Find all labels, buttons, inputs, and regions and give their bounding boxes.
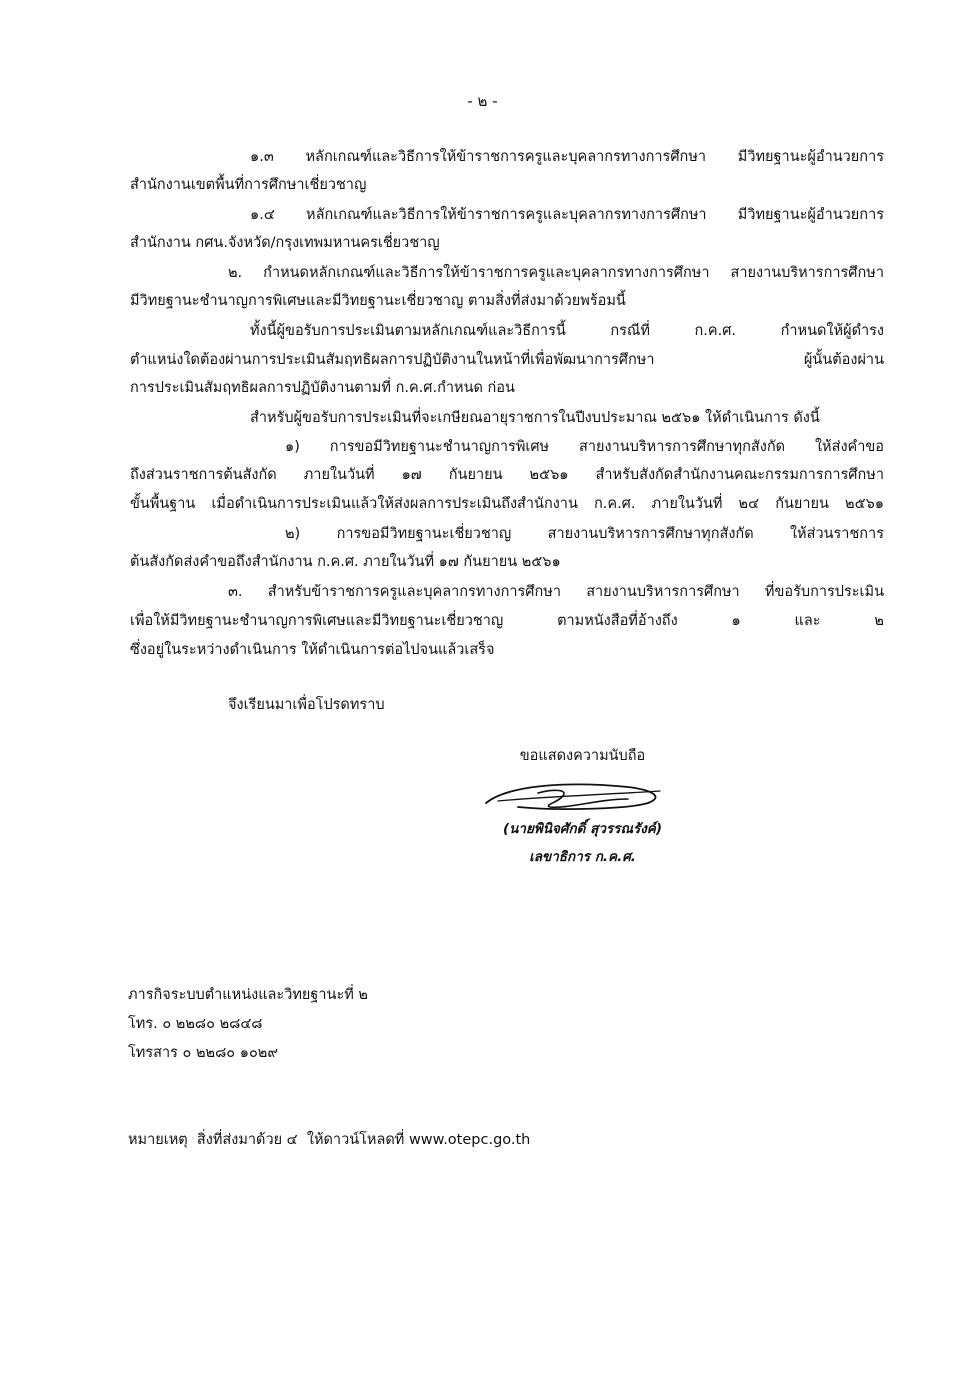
handwritten-signature	[478, 777, 668, 819]
item-1-4-line-1: ๑.๔ หลักเกณฑ์และวิธีการให้ข้าราชการครูและบุคลากรทางการศึกษา มีวิทยฐานะผู้อำนวยการ	[250, 207, 884, 223]
signatory-name: (นายพินิจศักดิ์ สุวรรณรังค์)	[502, 821, 663, 837]
retire-line-1: สำหรับผู้ขอรับการประเมินที่จะเกษียณอายุราชการในปีงบประมาณ ๒๕๖๑ ให้ดำเนินการ ดังนี้	[250, 410, 820, 426]
item-3-line-1: ๓. สำหรับข้าราชการครูและบุคลากรทางการศึกษา สายงานบริหารการศึกษา ที่ขอรับการประเมิน	[228, 584, 884, 600]
item-3-line-2: เพื่อให้มีวิทยฐานะชำนาญการพิเศษและมีวิทยฐานะเชี่ยวชาญ ตามหนังสือที่อ้างถึง ๑ และ ๒	[130, 613, 884, 629]
condition-line-1: ทั้งนี้ผู้ขอรับการประเมินตามหลักเกณฑ์และวิธีการนี้ กรณีที่ ก.ค.ศ. กำหนดให้ผู้ดำรง	[250, 323, 884, 339]
footer-fax: โทรสาร ๐ ๒๒๘๐ ๑๐๒๙	[128, 1045, 278, 1061]
item-1-3-line-1: ๑.๓ หลักเกณฑ์และวิธีการให้ข้าราชการครูและบุคลากรทางการศึกษา มีวิทยฐานะผู้อำนวยการ	[250, 149, 884, 165]
page-number: - ๒ -	[467, 92, 498, 110]
footer-department: ภารกิจระบบตำแหน่งและวิทยฐานะที่ ๒	[128, 987, 368, 1003]
sub-1-line-2: ถึงส่วนราชการต้นสังกัด ภายในวันที่ ๑๗ กันยายน ๒๕๖๑ สำหรับสังกัดสำนักงานคณะกรรมการการศึกษา	[130, 467, 884, 483]
item-2-line-1: ๒. กำหนดหลักเกณฑ์และวิธีการให้ข้าราชการครูและบุคลากรทางการศึกษา สายงานบริหารการศึกษา	[228, 265, 884, 281]
condition-line-3: การประเมินสัมฤทธิผลการปฏิบัติงานตามที่ ก.ค.ศ.กำหนด ก่อน	[130, 380, 515, 396]
signature-salutation: ขอแสดงความนับถือ	[519, 748, 646, 764]
signatory-title: เลขาธิการ ก.ค.ศ.	[529, 849, 636, 865]
sub-1-line-1: ๑) การขอมีวิทยฐานะชำนาญการพิเศษ สายงานบริหารการศึกษาทุกสังกัด ให้ส่งคำขอ	[285, 439, 884, 455]
sub-2-line-2: ต้นสังกัดส่งคำขอถึงสำนักงาน ก.ค.ศ. ภายในวันที่ ๑๗ กันยายน ๒๕๖๑	[130, 554, 561, 570]
item-3-line-3: ซึ่งอยู่ในระหว่างดำเนินการ ให้ดำเนินการต่อไปจนแล้วเสร็จ	[130, 642, 495, 658]
footer-phone: โทร. ๐ ๒๒๘๐ ๒๘๔๘	[128, 1016, 263, 1032]
condition-line-2: ตำแหน่งใดต้องผ่านการประเมินสัมฤทธิผลการปฏิบัติงานในหน้าที่เพื่อพัฒนาการศึกษา ผู้นั้นต้องผ่าน	[130, 352, 884, 368]
sub-1-line-3: ขั้นพื้นฐาน เมื่อดำเนินการประเมินแล้วให้ส่งผลการประเมินถึงสำนักงาน ก.ค.ศ. ภายในวันที่ ๒๔ กันยายน ๒๕๖๑	[130, 496, 884, 512]
item-2-line-2: มีวิทยฐานะชำนาญการพิเศษและมีวิทยฐานะเชี่ยวชาญ ตามสิ่งที่ส่งมาด้วยพร้อมนี้	[130, 293, 626, 309]
item-1-4-line-2: สำนักงาน กศน.จังหวัด/กรุงเทพมหานครเชี่ยวชาญ	[130, 235, 440, 251]
footnote-remark: หมายเหตุ สิ่งที่ส่งมาด้วย ๔ ให้ดาวน์โหลดที่ www.otepc.go.th	[128, 1132, 531, 1148]
item-1-3-line-2: สำนักงานเขตพื้นที่การศึกษาเชี่ยวชาญ	[130, 177, 367, 193]
closing-text: จึงเรียนมาเพื่อโปรดทราบ	[228, 697, 385, 713]
sub-2-line-1: ๒) การขอมีวิทยฐานะเชี่ยวชาญ สายงานบริหารการศึกษาทุกสังกัด ให้ส่วนราชการ	[285, 526, 884, 542]
